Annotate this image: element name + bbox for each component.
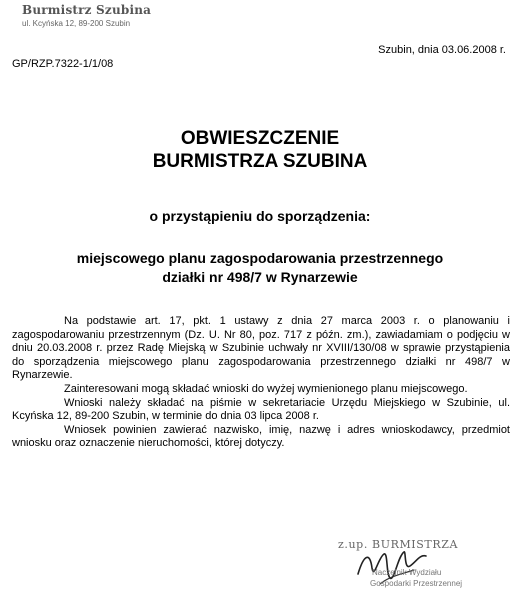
document-title-line1: OBWIESZCZENIE [180, 128, 340, 149]
document-body [12, 315, 510, 451]
paragraph-submission-place: Wnioski należy składać na piśmie w sekretariacie Urzędu Miejskiego w Szubinie, ul. Kcyńska 12, 89-200 Szubin, w terminie do dnia 03 lipca 2008 r. [12, 396, 510, 423]
reference-number: GP/RZP.7322-1/1/08 [12, 58, 114, 70]
plan-title-line1: miejscowego planu zagospodarowania przestrzennego [76, 250, 444, 266]
plan-title-line2: działki nr 498/7 w Rynarzewie [162, 269, 358, 285]
document-subject: o przystąpieniu do sporządzenia: [149, 208, 371, 224]
signature-on-behalf: z.up. BURMISTRZA [338, 538, 458, 551]
date-line: Szubin, dnia 03.06.2008 r. [378, 44, 506, 56]
paragraph-submission-invite: Zainteresowani mogą składać wnioski do wyżej wymienionego planu miejscowego. [64, 382, 468, 395]
signature-role-line1: Naczelnik Wydziału [372, 568, 442, 577]
paragraph-submission-content: Wniosek powinien zawierać nazwisko, imię, nazwę i adres wnioskodawcy, przedmiot wniosku oraz oznaczenie nieruchomości, której dotyczy. [12, 423, 510, 450]
paragraph-legal-basis: Na podstawie art. 17, pkt. 1 ustawy z dnia 27 marca 2003 r. o planowaniu i zagospodarowaniu przestrzennym (Dz. U. Nr 80, poz. 717 z późn. zm.), zawiadamiam o podjęciu w dniu 20.03.2008 r. przez Radę Miejską w Szubinie uchwały nr XVIII/130/08 w sprawie przystąpienia do sporządzenia miejscowego planu zagospodarowania przestrzennego działki nr 498/7 w Rynarzewie. [12, 315, 510, 382]
document-title-line2: BURMISTRZA SZUBINA [152, 151, 368, 172]
issuer-stamp-name: Burmistrz Szubina [22, 3, 152, 17]
signature-block [330, 536, 510, 600]
issuer-stamp-address: ul. Kcyńska 12, 89-200 Szubin [22, 19, 131, 28]
signature-role-line2: Gospodarki Przestrzennej [370, 579, 463, 588]
